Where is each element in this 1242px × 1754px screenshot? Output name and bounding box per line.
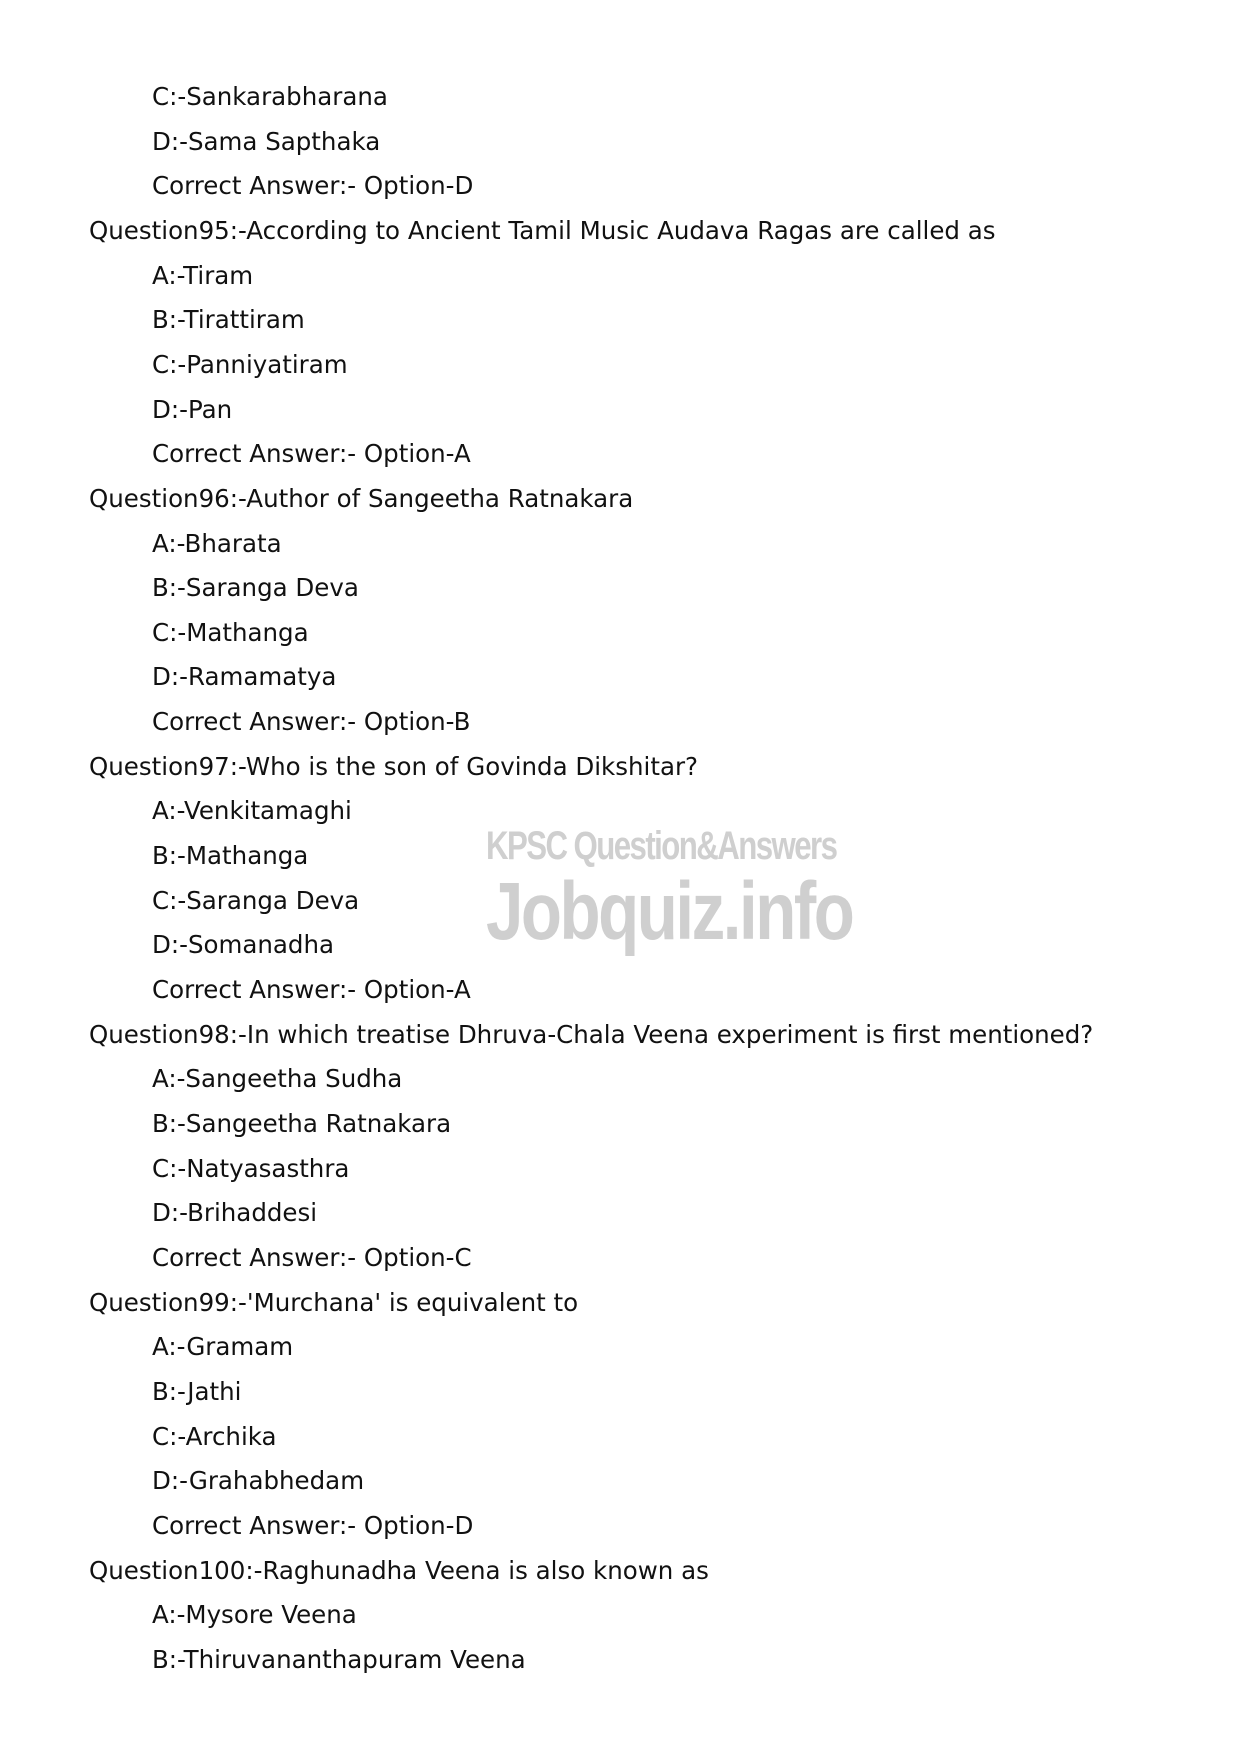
option-text: D:-Sama Sapthaka — [152, 126, 381, 156]
option-text: D:-Pan — [152, 394, 233, 424]
option-text: C:-Sankarabharana — [152, 82, 388, 111]
option-text: A:-Bharata — [152, 528, 282, 558]
option-text: C:-Panniyatiram — [152, 349, 348, 379]
option-text: Correct Answer:- Option-C — [152, 1242, 472, 1272]
option-text: Correct Answer:- Option-A — [152, 975, 471, 1004]
option-text: Correct Answer:- Option-B — [152, 707, 471, 737]
option-text: C:-Saranga Deva — [152, 885, 360, 915]
question-text: Question98:-In which treatise Dhruva-Chala Veena experiment is first mentioned? — [89, 1019, 1094, 1049]
option-text: B:-Thiruvananthapuram Veena — [152, 1644, 526, 1674]
question-text: Question99:-'Murchana' is equivalent to — [89, 1287, 579, 1317]
option-text: D:-Somanadha — [152, 930, 335, 960]
option-text: A:-Tiram — [152, 260, 254, 290]
option-text: B:-Jathi — [152, 1376, 242, 1406]
option-text: A:-Venkitamaghi — [152, 796, 352, 826]
option-text: D:-Brihaddesi — [152, 1198, 318, 1228]
option-text: A:-Sangeetha Sudha — [152, 1064, 403, 1094]
question-text: Question100:-Raghunadha Veena is also known as — [89, 1555, 709, 1585]
question-text: Question97:-Who is the son of Govinda Dikshitar? — [89, 751, 699, 781]
option-text: B:-Saranga Deva — [152, 573, 359, 603]
option-text: C:-Archika — [152, 1421, 277, 1451]
option-text: Correct Answer:- Option-A — [152, 439, 471, 469]
question-text: Question95:-According to Ancient Tamil Music Audava Ragas are called as — [89, 215, 996, 245]
option-text: Correct Answer:- Option-D — [152, 1510, 474, 1540]
option-text: A:-Gramam — [152, 1332, 294, 1362]
option-text: C:-Mathanga — [152, 617, 309, 647]
watermark-line1: KPSC Question&Answers — [486, 824, 837, 868]
option-text: D:-Grahabhedam — [152, 1466, 365, 1496]
option-text: A:-Mysore Veena — [152, 1600, 357, 1630]
option-text: B:-Tirattiram — [152, 305, 305, 335]
watermark-line2: Jobquiz.info — [486, 866, 853, 957]
watermark — [486, 822, 853, 958]
option-text: B:-Sangeetha Ratnakara — [152, 1109, 452, 1138]
option-text: B:-Mathanga — [152, 841, 309, 870]
question-text: Question96:-Author of Sangeetha Ratnakara — [89, 483, 634, 513]
option-text: Correct Answer:- Option-D — [152, 171, 474, 201]
option-text: C:-Natyasasthra — [152, 1153, 350, 1183]
option-text: D:-Ramamatya — [152, 662, 337, 692]
